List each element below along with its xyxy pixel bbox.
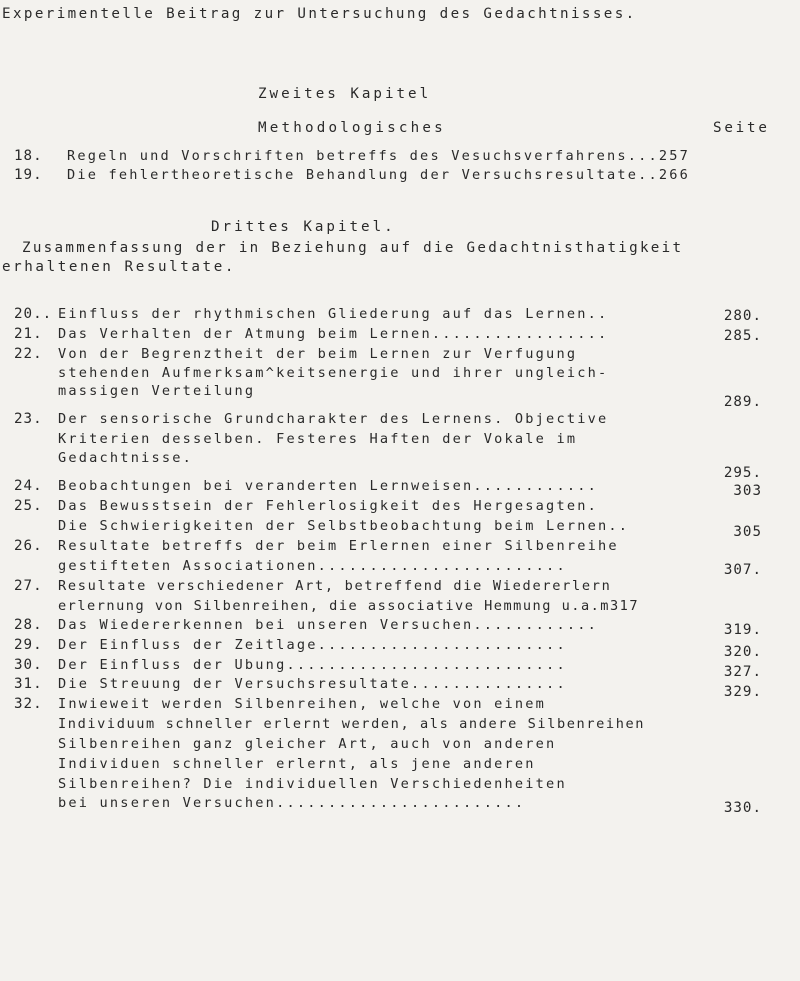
chapter-3-intro: erhaltenen Resultate. xyxy=(2,259,236,275)
toc-page-number: 320. xyxy=(723,644,762,660)
toc-entry-text: Das Bewusstsein der Fehlerlosigkeit des Hergesagten. xyxy=(58,498,598,514)
running-header: Experimentelle Beitrag zur Untersuchung des Gedachtnisses. xyxy=(2,6,637,22)
toc-entry-text: Silbenreihen? Die individuellen Verschiedenheiten xyxy=(58,776,567,792)
toc-entry-number: 24. xyxy=(14,478,43,494)
chapter-3-title: Drittes Kapitel. xyxy=(211,219,396,235)
toc-entry-number: 21. xyxy=(14,326,43,342)
toc-entry-number: 30. xyxy=(14,657,43,673)
toc-entry-number: 25. xyxy=(14,498,43,514)
toc-entry-number: 27. xyxy=(14,578,43,594)
toc-entry-number: 22. xyxy=(14,346,43,362)
chapter-2-title: Zweites Kapitel xyxy=(258,86,432,102)
toc-entry-text: bei unseren Versuchen........................ xyxy=(58,795,526,811)
toc-entry-text: Einfluss der rhythmischen Gliederung auf das Lernen.. xyxy=(58,306,609,322)
toc-page-number: 330. xyxy=(723,800,762,816)
toc-page-number: 295. xyxy=(723,465,762,481)
toc-entry-text: Resultate verschiedener Art, betreffend die Wiedererlern xyxy=(58,578,612,594)
toc-entry-text: Gedachtnisse. xyxy=(58,450,193,466)
toc-entry-text: Von der Begrenztheit der beim Lernen zur Verfugung xyxy=(58,346,578,362)
toc-entry-number: 26. xyxy=(14,538,43,554)
toc-entry-number: 32. xyxy=(14,696,43,712)
toc-page-number: 319. xyxy=(723,622,762,638)
toc-page-number: 303 xyxy=(733,483,762,499)
toc-page-number: 305 xyxy=(733,524,762,540)
toc-page-number: 289. xyxy=(723,394,762,410)
toc-entry-text: Beobachtungen bei veranderten Lernweisen............ xyxy=(58,478,598,494)
toc-page-number: 285. xyxy=(723,328,762,344)
toc-entry-text: gestifteten Associationen........................ xyxy=(58,558,567,574)
toc-entry-text: erlernung von Silbenreihen, die associative Hemmung u.a.m317 xyxy=(58,598,640,614)
toc-entry-text: Der Einfluss der Zeitlage........................ xyxy=(58,637,567,653)
toc-entry-text: massigen Verteilung xyxy=(58,383,256,399)
seite-label: Seite xyxy=(713,120,770,136)
toc-entry-text: Der sensorische Grundcharakter des Lernens. Objective xyxy=(58,411,609,427)
toc-page-number: 327. xyxy=(723,664,762,680)
chapter-2-subtitle: Methodologisches xyxy=(258,120,446,136)
toc-entry-text: Resultate betreffs der beim Erlernen einer Silbenreihe xyxy=(58,538,619,554)
toc-page-number: 307. xyxy=(723,562,762,578)
toc-entry-text: Die Schwierigkeiten der Selbstbeobachtung beim Lernen.. xyxy=(58,518,630,534)
toc-entry-text: Silbenreihen ganz gleicher Art, auch von anderen xyxy=(58,736,557,752)
toc-page-number: 280. xyxy=(723,308,762,324)
toc-entry-text: Regeln und Vorschriften betreffs des Vesuchsverfahrens...257 xyxy=(67,148,691,164)
toc-entry-text: Die Streuung der Versuchsresultate............... xyxy=(58,676,567,692)
toc-entry-text: Inwieweit werden Silbenreihen, welche von einem xyxy=(58,696,547,712)
toc-entry-text: stehenden Aufmerksam^keitsenergie und ihrer ungleich- xyxy=(58,365,609,381)
toc-entry-number: 20.. xyxy=(14,306,53,322)
toc-entry-text: Das Wiedererkennen bei unseren Versuchen............ xyxy=(58,617,598,633)
toc-entry-text: Kriterien desselben. Festeres Haften der Vokale im xyxy=(58,431,578,447)
toc-page-number: 329. xyxy=(723,684,762,700)
toc-entry-number: 31. xyxy=(14,676,43,692)
toc-entry-text: Das Verhalten der Atmung beim Lernen................. xyxy=(58,326,609,342)
toc-entry-number: 23. xyxy=(14,411,43,427)
chapter-3-intro: Zusammenfassung der in Beziehung auf die Gedachtnisthatigkeit xyxy=(22,240,684,256)
toc-entry-number: 29. xyxy=(14,637,43,653)
toc-entry-number: 19. xyxy=(14,167,43,183)
toc-entry-text: Der Einfluss der Ubung........................... xyxy=(58,657,567,673)
toc-entry-number: 18. xyxy=(14,148,43,164)
toc-entry-text: Individuum schneller erlernt werden, als andere Silbenreihen xyxy=(58,716,646,732)
toc-entry-text: Die fehlertheoretische Behandlung der Versuchsresultate..266 xyxy=(67,167,691,183)
toc-entry-text: Individuen schneller erlernt, als jene anderen xyxy=(58,756,536,772)
toc-entry-number: 28. xyxy=(14,617,43,633)
